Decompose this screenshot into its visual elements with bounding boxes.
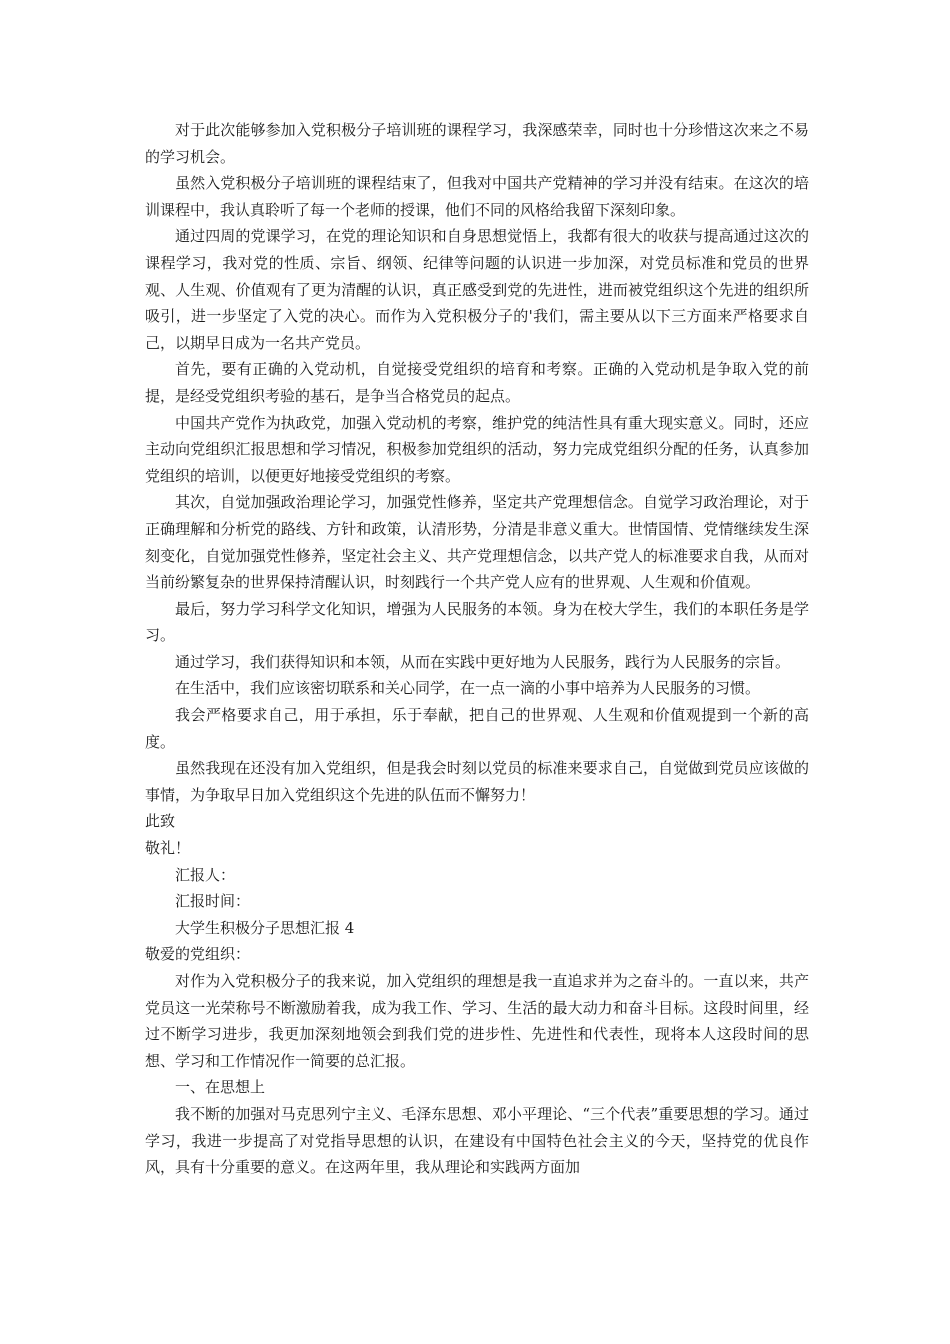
paragraph: 虽然我现在还没有加入党组织，但是我会时刻以党员的标准来要求自己，自觉做到党员应该做的事情，为争取早日加入党组织这个先进的队伍而不懈努力！ bbox=[145, 759, 809, 804]
closing-line: 此致 bbox=[145, 812, 176, 831]
paragraph: 中国共产党作为执政党，加强入党动机的考察，维护党的纯洁性具有重大现实意义。同时，还应主动向党组织汇报思想和学习情况，积极参加党组织的活动，努力完成党组织分配的任务，认真参加党组织的培训，以便更好地接受党组织的考察。 bbox=[145, 413, 809, 485]
report-time-label: 汇报时间： bbox=[175, 892, 251, 911]
reporter-label: 汇报人： bbox=[175, 865, 236, 884]
paragraph: 其次，自觉加强政治理论学习，加强党性修养，坚定共产党理想信念。自觉学习政治理论，对于正确理解和分析党的路线、方针和政策，认清形势，分清是非意义重大。世情国情、党情继续发生深刻变化，自觉加强党性修养，坚定社会主义、共产党理想信念，以共产党人的标准要求自我，从而对当前纷繁复杂的世界保持清醒认识，时刻践行一个共产党人应有的世界观、人生观和价值观。 bbox=[145, 493, 809, 592]
paragraph: 对作为入党积极分子的我来说，加入党组织的理想是我一直追求并为之奋斗的。一直以来，共产党员这一光荣称号不断激励着我，成为我工作、学习、生活的最大动力和奋斗目标。这段时间里，经过不断学习进步，我更加深刻地领会到我们党的进步性、先进性和代表性，现将本人这段时间的思想、学习和工作情况作一简要的总汇报。 bbox=[145, 972, 809, 1070]
subheading: 一、在思想上 bbox=[175, 1078, 266, 1097]
paragraph: 首先，要有正确的入党动机，自觉接受党组织的培育和考察。正确的入党动机是争取入党的前提，是经受党组织考验的基石，是争当合格党员的起点。 bbox=[145, 360, 809, 405]
greeting-line: 敬爱的党组织： bbox=[145, 945, 251, 964]
paragraph: 通过学习，我们获得知识和本领，从而在实践中更好地为人民服务，践行为人民服务的宗旨。 bbox=[175, 652, 791, 671]
paragraph: 我不断的加强对马克思列宁主义、毛泽东思想、邓小平理论、“三个代表”重要思想的学习。通过学习，我进一步提高了对党指导思想的认识，在建设有中国特色社会主义的今天，坚持党的优良作风，具有十分重要的意义。在这两年里，我从理论和实践两方面加 bbox=[145, 1104, 809, 1177]
paragraph: 最后，努力学习科学文化知识，增强为人民服务的本领。身为在校大学生，我们的本职任务是学习。 bbox=[145, 599, 809, 645]
paragraph: 在生活中，我们应该密切联系和关心同学，在一点一滴的小事中培养为人民服务的习惯。 bbox=[175, 679, 761, 698]
paragraph: 虽然入党积极分子培训班的课程结束了，但我对中国共产党精神的学习并没有结束。在这次的培训课程中，我认真聆听了每一个老师的授课，他们不同的风格给我留下深刻印象。 bbox=[145, 174, 809, 219]
paragraph: 对于此次能够参加入党积极分子培训班的课程学习，我深感荣幸，同时也十分珍惜这次来之不易的学习机会。 bbox=[145, 121, 809, 166]
paragraph: 通过四周的党课学习，在党的理论知识和自身思想觉悟上，我都有很大的收获与提高通过这次的课程学习，我对党的性质、宗旨、纲领、纪律等问题的认识进一步加深，对党员标准和党员的世界观、人生观、价值观有了更为清醒的认识，真正感受到党的先进性，进而被党组织这个先进的组织所吸引，进一步坚定了入党的决心。而作为入党积极分子的'我们，需主要从以下三方面来严格要求自己，以期早日成为一名共产党员。 bbox=[145, 227, 809, 352]
paragraph: 我会严格要求自己，用于承担，乐于奉献，把自己的世界观、人生观和价值观提到一个新的高度。 bbox=[145, 706, 809, 751]
section-title: 大学生积极分子思想汇报 4 bbox=[175, 918, 355, 937]
document-page bbox=[145, 117, 809, 1181]
salute-line: 敬礼！ bbox=[145, 839, 191, 858]
